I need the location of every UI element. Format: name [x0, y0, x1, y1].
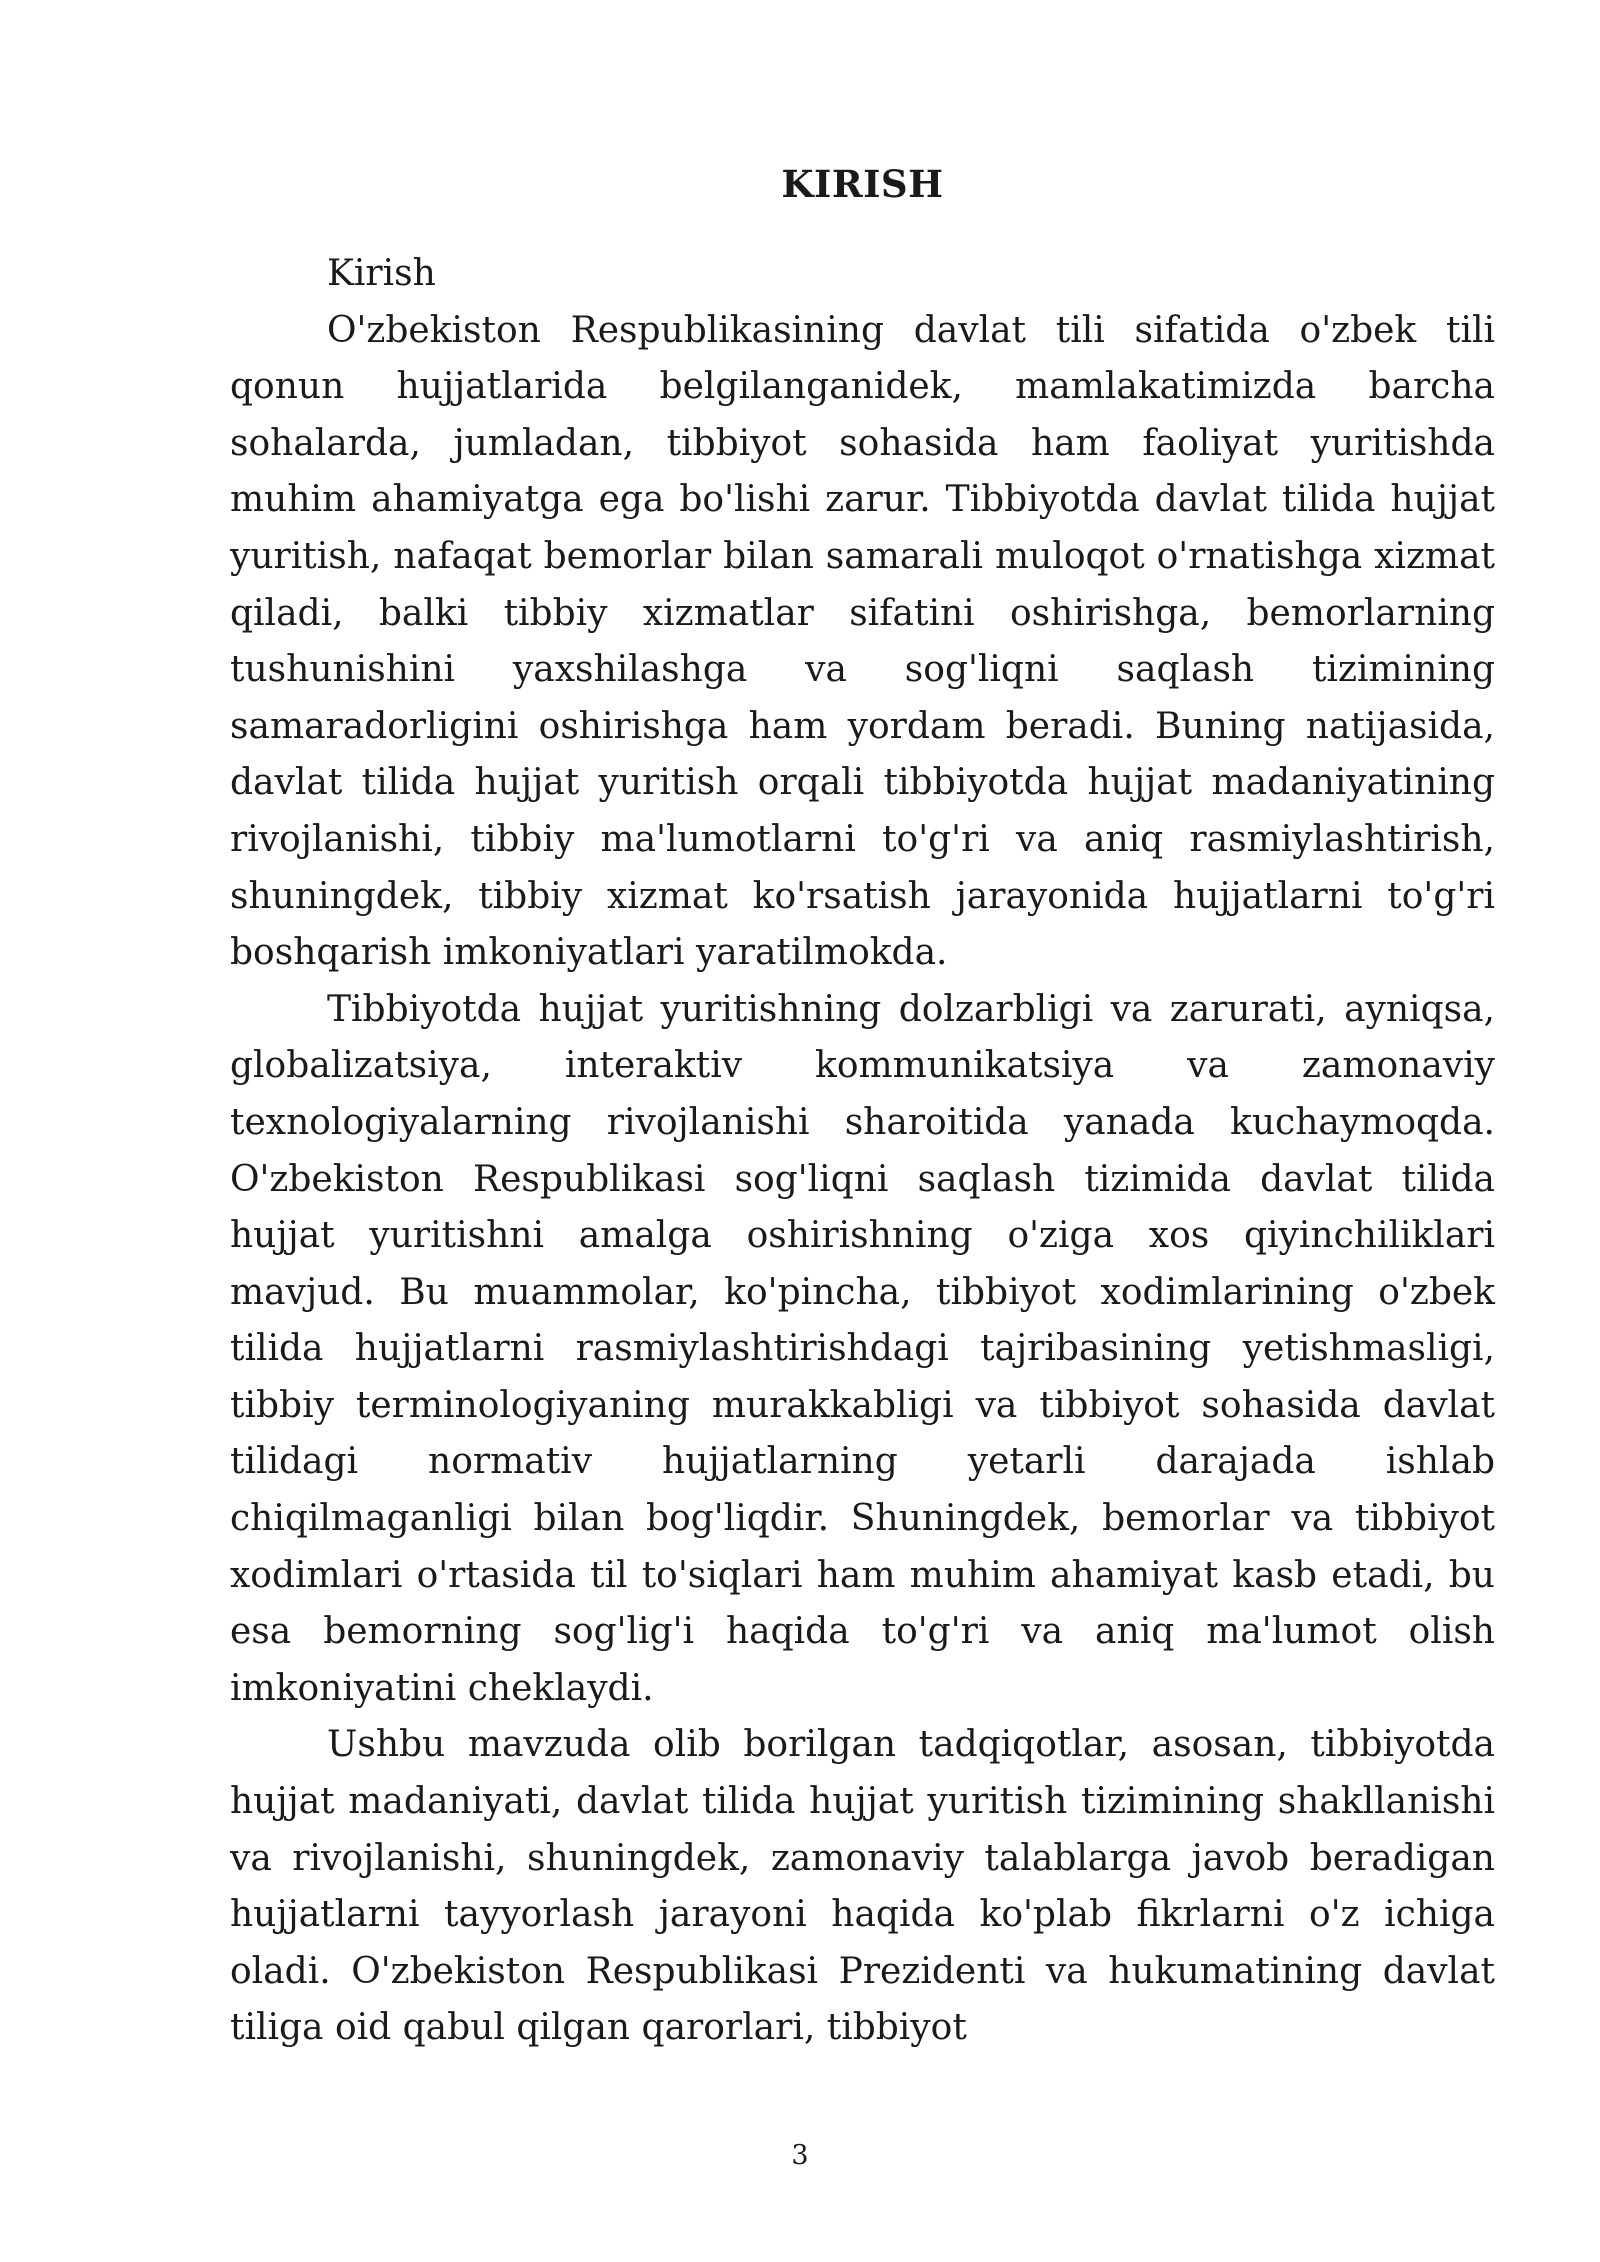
document-body: [230, 246, 1495, 2057]
body-paragraph: Kirish: [327, 253, 436, 294]
body-paragraph: Tibbiyotda hujjat yuritishning dolzarbligi va zarurati, ayniqsa, globalizatsiya, interaktiv kommunikatsiya va zamonaviy texnologiyalarning rivojlanishi sharoitida yanada kuchaymoqda. O'zbekiston Respublikasi sog'liqni saqlash tizimida davlat tilida hujjat yuritishni amalga oshirishning o'ziga xos qiyinchiliklari mavjud. Bu muammolar, ko'pincha, tibbiyot xodimlarining o'zbek tilida hujjatlarni rasmiylashtirishdagi tajribasining yetishmasligi, tibbiy terminologiyaning murakkabligi va tibbiyot sohasida davlat tilidagi normativ hujjatlarning yetarli darajada ishlab chiqilmaganligi bilan bog'liqdir. Shuningdek, bemorlar va tibbiyot xodimlari o'rtasida til to'siqlari ham muhim ahamiyat kasb etadi, bu esa bemorning sog'lig'i haqida to'g'ri va aniq ma'lumot olish imkoniyatini cheklaydi.: [230, 988, 1495, 1709]
page-number: 3: [791, 2140, 809, 2171]
section-title: KIRISH: [781, 162, 944, 206]
body-paragraph: O'zbekiston Respublikasining davlat tili sifatida o'zbek tili qonun hujjatlarida belgilanganidek, mamlakatimizda barcha sohalarda, jumladan, tibbiyot sohasida ham faoliyat yuritishda muhim ahamiyatga ega bo'lishi zarur. Tibbiyotda davlat tilida hujjat yuritish, nafaqat bemorlar bilan samarali muloqot o'rnatishga xizmat qiladi, balki tibbiy xizmatlar sifatini oshirishga, bemorlarning tushunishini yaxshilashga va sog'liqni saqlash tizimining samaradorligini oshirishga ham yordam beradi. Buning natijasida, davlat tilida hujjat yuritish orqali tibbiyotda hujjat madaniyatining rivojlanishi, tibbiy ma'lumotlarni to'g'ri va aniq rasmiylashtirish, shuningdek, tibbiy xizmat ko'rsatish jarayonida hujjatlarni to'g'ri boshqarish imkoniyatlari yaratilmokda.: [230, 309, 1495, 974]
body-paragraph: Ushbu mavzuda olib borilgan tadqiqotlar, asosan, tibbiyotda hujjat madaniyati, davlat tilida hujjat yuritish tizimining shakllanishi va rivojlanishi, shuningdek, zamonaviy talablarga javob beradigan hujjatlarni tayyorlash jarayoni haqida ko'plab fikrlarni o'z ichiga oladi. O'zbekiston Respublikasi Prezidenti va hukumatining davlat tiliga oid qabul qilgan qarorlari, tibbiyot: [230, 1724, 1495, 2049]
